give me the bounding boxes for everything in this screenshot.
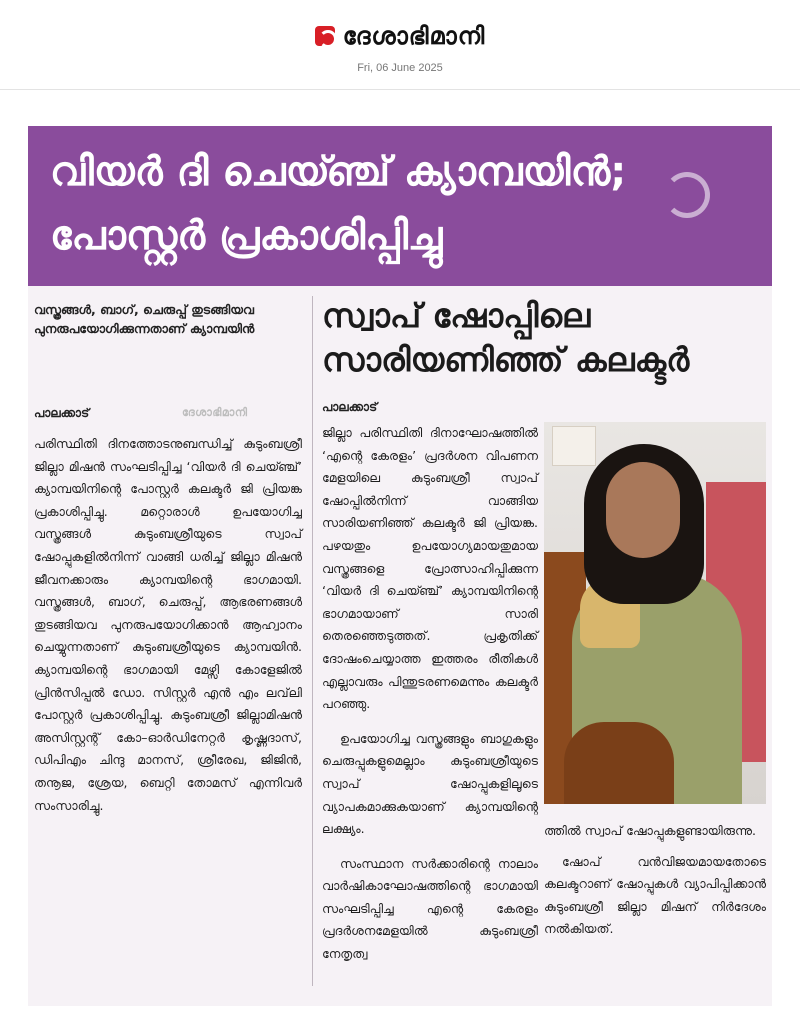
edition-date: Fri, 06 June 2025 — [357, 62, 443, 74]
sidebar-paragraph: ജില്ലാ പരിസ്ഥിതി ദിനാഘോഷത്തിൽ ‘എന്റെ കേരളം’ പ്രദർശന വിപണന മേളയിലെ കുടുംബശ്രീ സ്വാപ് ഷോപ്പിൽനിന്ന് വാങ്ങിയ സാരിയണിഞ്ഞ് കലക്ടർ ജി പ്രിയങ്ക. പഴയതും ഉപയോഗ്യമായതുമായ വസ്ത്രങ്ങളെ പ്രോത്സാഹിപ്പിക്കുന്ന ‘വിയർ ദി ചെയ്ഞ്ച്’ ക്യാമ്പയിനിന്റെ ഭാഗമായാണ് സാരി തെരഞ്ഞെടുത്തത്. പ്രകൃതിക്ക് ദോഷംചെയ്യാത്ത ഇത്തരം രീതികൾ എല്ലാവരും പിന്തുടരണമെന്നും കലക്ടർ പറഞ്ഞു. — [322, 425, 538, 712]
column-divider — [312, 296, 313, 986]
column-watermark: ദേശാഭിമാനി — [182, 406, 248, 419]
sidebar-dateline: പാലക്കാട് — [322, 400, 378, 414]
photo-armrest — [564, 722, 674, 804]
article-deck: വസ്ത്രങ്ങൾ, ബാഗ്, ചെരുപ്പ് തുടങ്ങിയവ പുനരുപയോഗിക്കുന്നതാണ് ക്യാമ്പയിൻ — [34, 302, 255, 337]
sidebar-article-continued — [544, 820, 766, 949]
logo-text: ദേശാഭിമാനി — [342, 22, 486, 50]
sidebar-headline-line2: സാരിയണിഞ്ഞ് കലക്ടർ — [322, 339, 690, 379]
sidebar-article-body — [322, 422, 538, 978]
sidebar-paragraph: സംസ്ഥാന സർക്കാരിന്റെ നാലാം വാർഷികാഘോഷത്തിന്റെ ഭാഗമായി സംഘടിപ്പിച്ച എന്റെ കേരളം പ്രദർശനമേളയിൽ കുടുംബശ്രീ നേതൃത്വ — [322, 855, 538, 962]
logo[interactable] — [0, 22, 800, 50]
sidebar-headline — [322, 294, 762, 381]
photo-face — [606, 462, 680, 558]
main-headline-banner — [28, 126, 772, 286]
collector-photo — [544, 422, 766, 804]
news-clipping — [28, 126, 772, 1006]
main-headline-line2: പോസ്റ്റർ പ്രകാശിപ്പിച്ചു — [50, 213, 443, 259]
main-headline-line1: വിയർ ദി ചെയ്ഞ്ച് ക്യാമ്പയിൻ; — [50, 149, 627, 195]
watermark-logo-icon — [664, 172, 710, 218]
masthead — [0, 0, 800, 90]
main-article-body: പരിസ്ഥിതി ദിനത്തോടനുബന്ധിച്ച് കുടുംബശ്രീ ജില്ലാ മിഷൻ സംഘടിപ്പിച്ച ‘വിയർ ദി ചെയ്ഞ്ച്’ ക്യാമ്പയിനിന്റെ പോസ്റ്റർ കലക്ടർ ജി പ്രിയങ്ക പ്രകാശിപ്പിച്ചു. മറ്റൊരാൾ ഉപയോഗിച്ച വസ്ത്രങ്ങൾ കുടുംബശ്രീയുടെ സ്വാപ് ഷോപ്പുകളിൽനിന്ന് വാങ്ങി ധരിച്ച് ജില്ലാ മിഷൻ ജീവനക്കാരും ക്യാമ്പയിന്റെ ഭാഗമായി. വസ്ത്രങ്ങൾ, ബാഗ്, ചെരുപ്പ്, ആഭരണങ്ങൾ തുടങ്ങിയവ പുനരുപയോഗിക്കാൻ ആഹ്വാനം ചെയ്യുന്നതാണ് കുടുംബശ്രീയുടെ ക്യാമ്പയിൻ. ക്യാമ്പയിന്റെ ഭാഗമായി മേഴ്സി കോളേജിൽ പ്രിൻസിപ്പൽ ഡോ. സിസ്റ്റർ എൻ എം ലവ്‌ലി പോസ്റ്റർ പ്രകാശിപ്പിച്ചു. കുടുംബശ്രീ ജില്ലാമിഷൻ അസിസ്റ്റന്റ് കോ–ഓർഡിനേറ്റർ കൃഷ്ണദാസ്, ഡിപിഎം ചിന്ദു മാനസ്, ശ്രീരേഖ, ജിജിൻ, തനൂജ, ശ്രേയ, ബെറ്റി തോമസ് എന്നിവർ സംസാരിച്ചു. — [34, 436, 302, 813]
sidebar-headline-line1: സ്വാപ് ഷോപ്പിലെ — [322, 296, 591, 335]
logo-mark-icon — [315, 26, 335, 46]
main-dateline: പാലക്കാട് — [34, 406, 90, 420]
masthead-divider — [0, 89, 800, 90]
photo-background-sign — [552, 426, 596, 466]
main-article-column — [34, 406, 302, 817]
sidebar-paragraph: ഉപയോഗിച്ച വസ്ത്രങ്ങളും ബാഗുകളും ചെരുപ്പുകളുമെല്ലാം കുടുംബശ്രീയുടെ സ്വാപ് ഷോപ്പുകളിലൂടെ വ്യാപകമാക്കുകയാണ് ക്യാമ്പയിന്റെ ലക്ഷ്യം. — [322, 730, 538, 837]
continued-paragraph: ത്തിൽ സ്വാപ് ഷോപ്പുകളുണ്ടായിരുന്നു. — [544, 823, 756, 838]
continued-paragraph: ഷോപ് വൻവിജയമായതോടെ കലക്ടറാണ് ഷോപ്പുകൾ വ്യാപിപ്പിക്കാൻ കുടുംബശ്രീ ജില്ലാ മിഷന് നിർദേശം നൽകിയത്. — [544, 853, 766, 937]
